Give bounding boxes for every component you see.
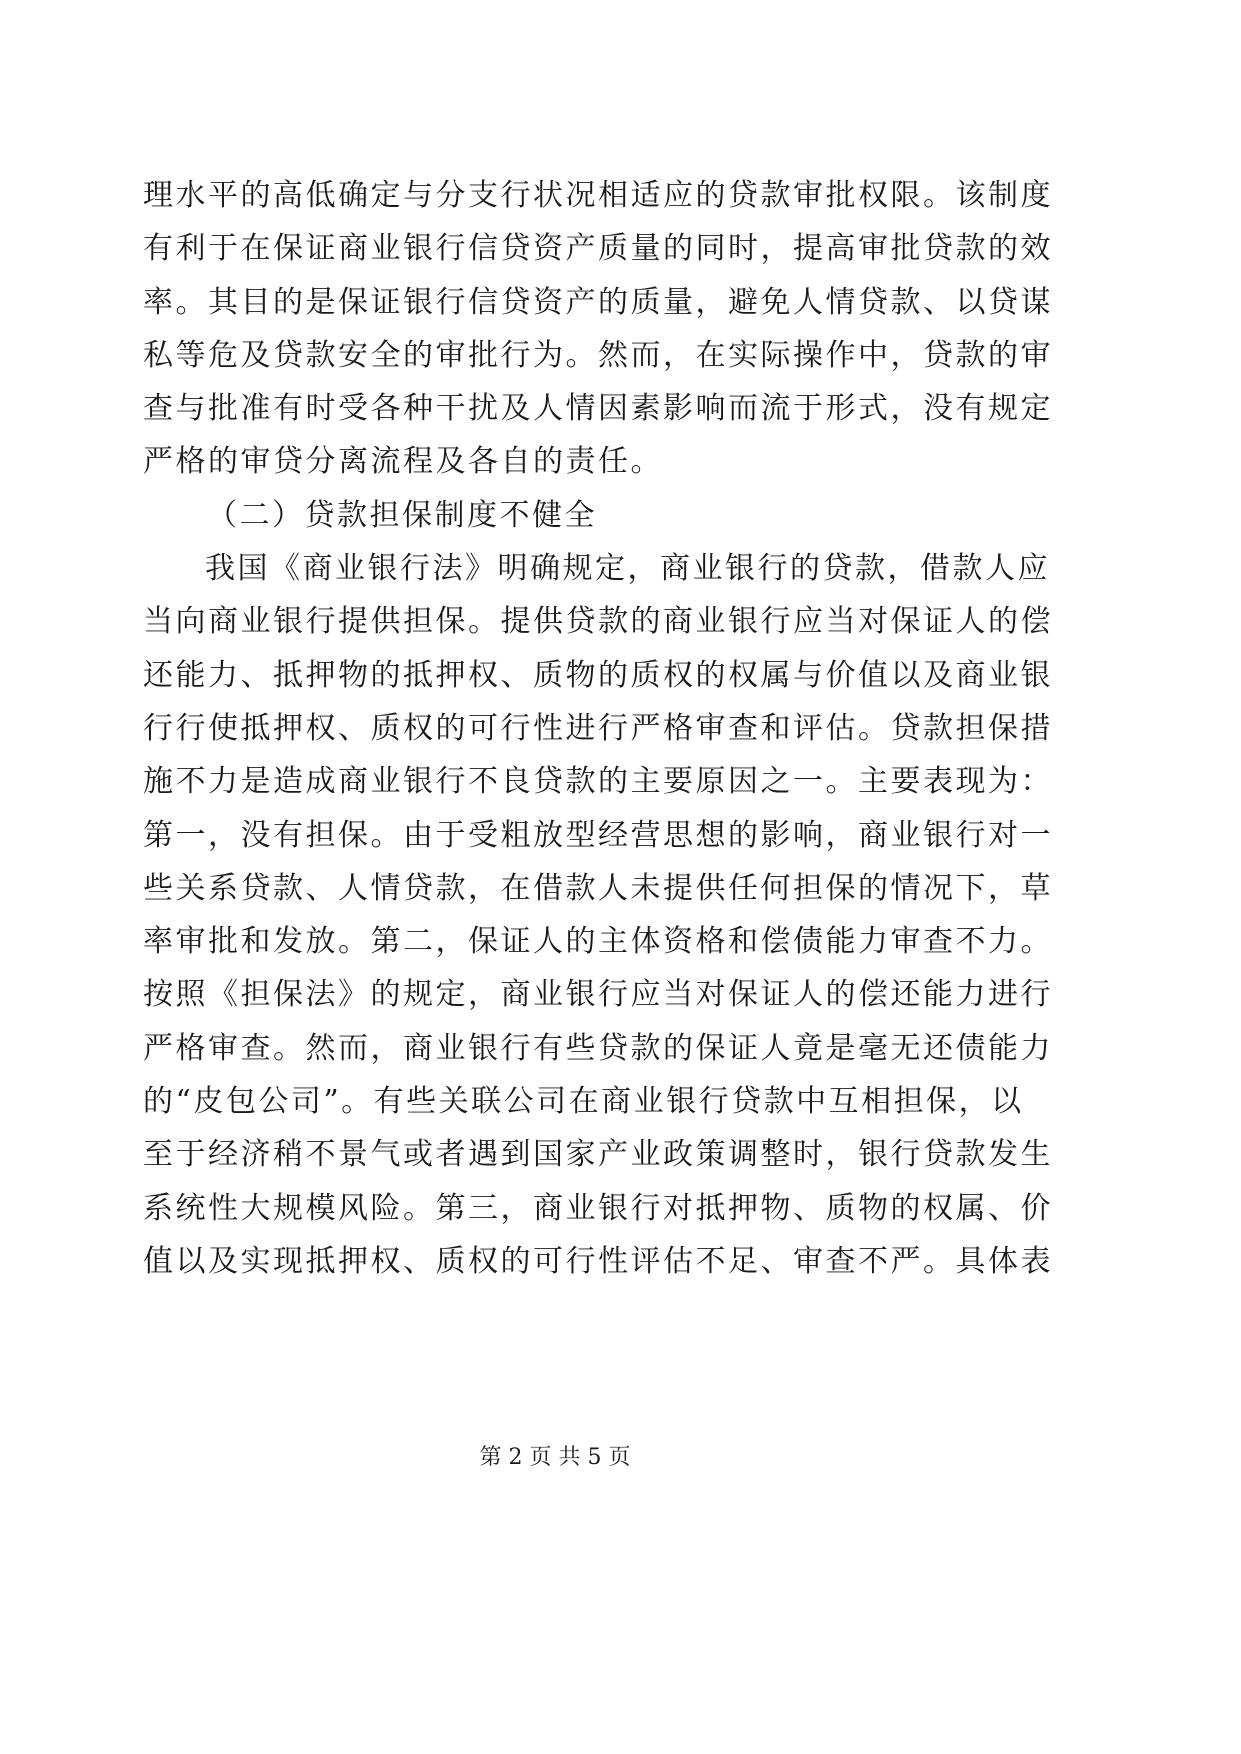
text-line: 查与批准有时受各种干扰及人情因素影响而流于形式，没有规定 bbox=[143, 391, 1053, 427]
text-line: 还能力、抵押物的抵押权、质物的质权的权属与价值以及商业银 bbox=[143, 657, 1053, 693]
text-line: 理水平的高低确定与分支行状况相适应的贷款审批权限。该制度 bbox=[143, 178, 1053, 213]
text-line: 值以及实现抵押权、质权的可行性评估不足、审查不严。具体表 bbox=[143, 1243, 1053, 1279]
text-line: 行行使抵押权、质权的可行性进行严格审查和评估。贷款担保措 bbox=[143, 710, 1053, 746]
text-line: 私等危及贷款安全的审批行为。然而，在实际操作中，贷款的审 bbox=[143, 337, 1053, 373]
text-line: 至于经济稍不景气或者遇到国家产业政策调整时，银行贷款发生 bbox=[143, 1137, 1053, 1173]
text-line: 第一，没有担保。由于受粗放型经营思想的影响，商业银行对一 bbox=[143, 817, 1053, 853]
text-line: 我国《商业银行法》明确规定，商业银行的贷款，借款人应 bbox=[205, 551, 1050, 587]
text-line: 率审批和发放。第二，保证人的主体资格和偿债能力审查不力。 bbox=[143, 924, 1053, 960]
text-line: 的“皮包公司”。有些关联公司在商业银行贷款中互相担保，以 bbox=[143, 1084, 1024, 1120]
page-footer: 第 2 页 共 5 页 bbox=[479, 1445, 631, 1470]
section-heading: （二）贷款担保制度不健全 bbox=[207, 497, 597, 533]
text-line: 些关系贷款、人情贷款，在借款人未提供任何担保的情况下，草 bbox=[143, 870, 1053, 906]
text-line: 率。其目的是保证银行信贷资产的质量，避免人情贷款、以贷谋 bbox=[143, 284, 1053, 320]
text-line: 严格的审贷分离流程及各自的责任。 bbox=[143, 444, 663, 480]
text-line: 施不力是造成商业银行不良贷款的主要原因之一。主要表现为： bbox=[143, 764, 1053, 800]
text-line: 按照《担保法》的规定，商业银行应当对保证人的偿还能力进行 bbox=[143, 977, 1053, 1013]
text-line: 严格审查。然而，商业银行有些贷款的保证人竟是毫无还债能力 bbox=[143, 1030, 1053, 1066]
document-body bbox=[143, 178, 1053, 1300]
text-line: 系统性大规模风险。第三，商业银行对抵押物、质物的权属、价 bbox=[143, 1190, 1053, 1226]
text-line: 当向商业银行提供担保。提供贷款的商业银行应当对保证人的偿 bbox=[143, 604, 1053, 640]
text-line: 有利于在保证商业银行信贷资产质量的同时，提高审批贷款的效 bbox=[143, 231, 1053, 267]
